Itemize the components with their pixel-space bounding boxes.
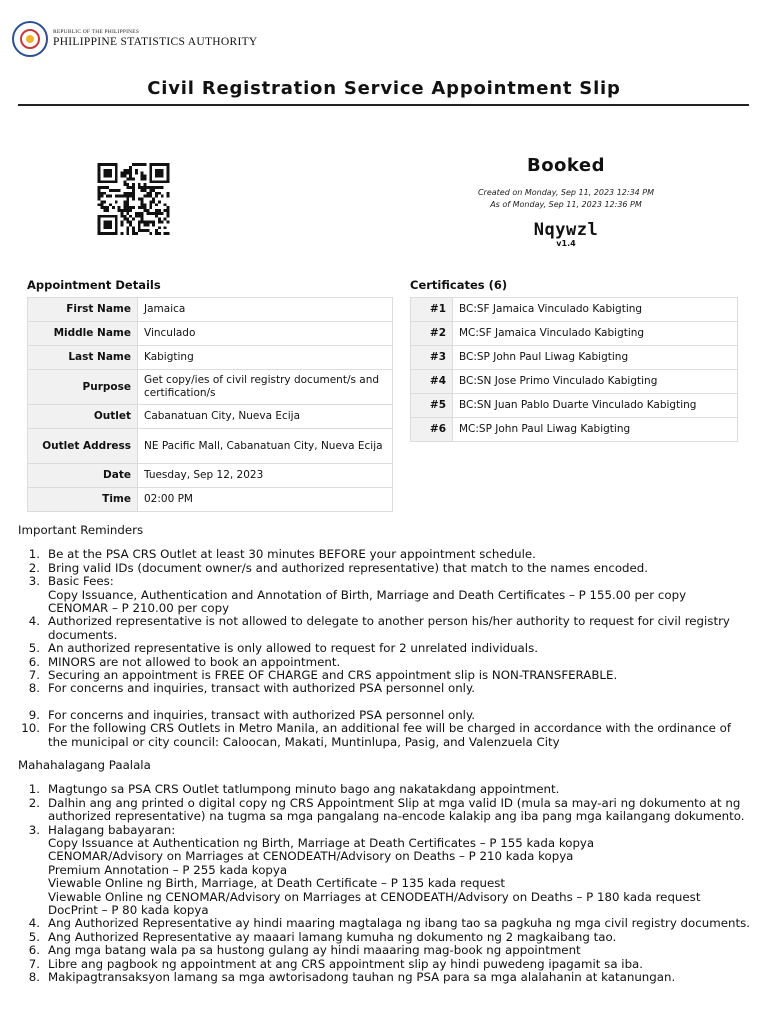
certificate-name: BC:SF Jamaica Vinculado Kabigting (453, 298, 738, 322)
certificate-number: #1 (411, 298, 453, 322)
list-item-number: 9. (28, 707, 40, 722)
psa-header (12, 14, 258, 64)
paalala-item (18, 971, 753, 984)
list-item-text: Bring valid IDs (document owner/s and authorized representative) that match to the names encoded. (48, 560, 649, 575)
list-item-number: 6. (28, 654, 40, 669)
reminder-item (18, 669, 753, 682)
list-item-subline: CENOMAR/Advisory on Marriages at CENODEATH/Advisory on Deaths – P 210 kada kopya (48, 849, 574, 864)
paalala-heading: Mahahalagang Paalala (18, 758, 151, 772)
detail-row (28, 346, 393, 370)
detail-value: Cabanatuan City, Nueva Ecija (138, 405, 393, 429)
paalala-item (18, 917, 753, 930)
list-item-number: 5. (28, 929, 40, 944)
list-item-text: An authorized representative is only allowed to request for 2 unrelated individuals. (48, 641, 538, 656)
list-item-text: Makipagtransaksyon lamang sa mga awtorisadong tauhan ng PSA para sa mga alalahanin at katanungan. (48, 970, 676, 985)
list-item-subline: Copy Issuance, Authentication and Annotation of Birth, Marriage and Death Certificates – P 155.00 per copy (48, 587, 687, 602)
list-item-text: Libre ang pagbook ng appointment at ang CRS appointment slip ay hindi puwedeng ipagamit sa iba. (48, 956, 644, 971)
certificate-number: #5 (411, 394, 453, 418)
reminders-list (18, 548, 753, 695)
list-item-number: 7. (28, 956, 40, 971)
list-item-text: For concerns and inquiries, transact with authorized PSA personnel only. (48, 681, 475, 696)
reference-code: Nqywzl (533, 220, 599, 240)
detail-value: Get copy/ies of civil registry document/s and certification/s (138, 370, 393, 405)
appointment-details-heading: Appointment Details (27, 278, 161, 292)
created-timestamp: Created on Monday, Sep 11, 2023 12:34 PM (477, 188, 655, 197)
list-item-number: 2. (28, 795, 40, 810)
detail-value: NE Pacific Mall, Cabanatuan City, Nueva Ecija (138, 429, 393, 464)
detail-row (28, 488, 393, 512)
certificates-table (410, 297, 738, 442)
list-item-text: Dalhin ang ang printed o digital copy ng CRS Appointment Slip at mga valid ID (mula sa may-ari ng dokumento at ng authorized representative) na tugma sa mga pangalang na-encode kalakip ang iba pang mga kailangang dokumento. (48, 795, 745, 824)
detail-label: Date (28, 464, 138, 488)
detail-label: Middle Name (28, 322, 138, 346)
detail-row (28, 429, 393, 464)
list-item-number: 8. (28, 970, 40, 985)
certificate-number: #3 (411, 346, 453, 370)
reminder-item (18, 575, 753, 615)
list-item-text: Basic Fees: (48, 574, 114, 589)
list-item-text: Ang Authorized Representative ay maaari lamang kumuha ng dokumento ng 2 magkaibang tao. (48, 929, 617, 944)
list-item-text: Authorized representative is not allowed to delegate to another person his/her authority to request for civil registry documents. (48, 614, 730, 642)
detail-row (28, 370, 393, 405)
paalala-item (18, 931, 753, 944)
list-item-text: For the following CRS Outlets in Metro Manila, an additional fee will be charged in accordance with the ordinance of the municipal or city council: Caloocan, Makati, Muntinlupa, Pasig, and Valenzuela City (48, 721, 732, 749)
list-item-number: 5. (28, 641, 40, 656)
detail-label: Outlet Address (28, 429, 138, 464)
detail-label: Purpose (28, 370, 138, 405)
list-item-subline: CENOMAR – P 210.00 per copy (48, 601, 230, 616)
important-reminders (18, 524, 753, 749)
list-item-number: 1. (28, 547, 40, 562)
list-item-number: 4. (28, 916, 40, 931)
certificate-row (411, 394, 738, 418)
list-item-text: Magtungo sa PSA CRS Outlet tatlumpong minuto bago ang nakatakdang appointment. (48, 782, 560, 797)
detail-label: First Name (28, 298, 138, 322)
detail-value: Jamaica (138, 298, 393, 322)
reminder-item (18, 709, 753, 722)
list-item-text: Ang mga batang wala pa sa hustong gulang ay hindi maaaring mag-book ng appointment (48, 943, 581, 958)
certificate-row (411, 322, 738, 346)
reminder-item (18, 682, 753, 695)
mahahalagang-paalala (18, 759, 753, 985)
certificate-row (411, 298, 738, 322)
certificate-row (411, 370, 738, 394)
title-divider (18, 104, 749, 106)
certificate-number: #2 (411, 322, 453, 346)
as-of-timestamp: As of Monday, Sep 11, 2023 12:36 PM (490, 200, 642, 209)
list-item-number: 2. (28, 560, 40, 575)
list-item-number: 7. (28, 668, 40, 683)
detail-row (28, 464, 393, 488)
booking-status: Booked (526, 155, 606, 176)
paalala-list (18, 783, 753, 984)
version-label: v1.4 (556, 239, 576, 248)
reminder-item (18, 642, 753, 655)
paalala-item (18, 797, 753, 824)
certificate-name: BC:SN Juan Pablo Duarte Vinculado Kabigting (453, 394, 738, 418)
detail-row (28, 298, 393, 322)
paalala-item (18, 783, 753, 796)
detail-label: Last Name (28, 346, 138, 370)
certificate-name: BC:SN Jose Primo Vinculado Kabigting (453, 370, 738, 394)
certificate-row (411, 418, 738, 442)
detail-label: Time (28, 488, 138, 512)
list-item-number: 3. (28, 574, 40, 589)
detail-row (28, 322, 393, 346)
list-item-text: MINORS are not allowed to book an appointment. (48, 654, 341, 669)
list-item-number: 1. (28, 782, 40, 797)
certificate-name: MC:SF Jamaica Vinculado Kabigting (453, 322, 738, 346)
paalala-item (18, 824, 753, 918)
detail-value: Tuesday, Sep 12, 2023 (138, 464, 393, 488)
list-item-text: Halagang babayaran: (48, 822, 176, 837)
list-item-number: 8. (28, 681, 40, 696)
list-item-text: For concerns and inquiries, transact with authorized PSA personnel only. (48, 707, 475, 722)
page-title: Civil Registration Service Appointment Slip (147, 78, 621, 99)
detail-value: Kabigting (138, 346, 393, 370)
paalala-item (18, 958, 753, 971)
certificate-name: MC:SP John Paul Liwag Kabigting (453, 418, 738, 442)
detail-label: Outlet (28, 405, 138, 429)
list-item-subline: Premium Annotation – P 255 kada kopya (48, 862, 288, 877)
detail-row (28, 405, 393, 429)
reminder-item (18, 615, 753, 642)
list-item-number: 10. (21, 721, 40, 736)
certificate-number: #6 (411, 418, 453, 442)
list-item-subline: Viewable Online ng CENOMAR/Advisory on Marriages at CENODEATH/Advisory on Deaths – P 180 kada request (48, 889, 701, 904)
list-item-number: 4. (28, 614, 40, 629)
reminder-item (18, 562, 753, 575)
appointment-details-table (27, 297, 393, 512)
list-item-subline: Viewable Online ng Birth, Marriage, at Death Certificate – P 135 kada request (48, 876, 505, 891)
list-item-number: 3. (28, 822, 40, 837)
qr-code (96, 163, 171, 235)
certificate-number: #4 (411, 370, 453, 394)
reminders-heading: Important Reminders (18, 523, 144, 537)
paalala-item (18, 944, 753, 957)
certificate-row (411, 346, 738, 370)
detail-value: 02:00 PM (138, 488, 393, 512)
certificates-heading: Certificates (6) (410, 278, 508, 292)
reminders-list-continued (18, 709, 753, 749)
list-item-subline: DocPrint – P 80 kada kopya (48, 903, 209, 918)
agency-name: PHILIPPINE STATISTICS AUTHORITY (53, 35, 258, 48)
republic-label: REPUBLIC OF THE PHILIPPINES (53, 29, 140, 36)
list-item-subline: Copy Issuance at Authentication ng Birth, Marriage at Death Certificates – P 155 kada kopya (48, 836, 595, 851)
list-item-number: 6. (28, 943, 40, 958)
psa-seal-logo (12, 21, 48, 57)
detail-value: Vinculado (138, 322, 393, 346)
list-item-text: Ang Authorized Representative ay hindi maaring magtalaga ng ibang tao sa pagkuha ng mga civil registry documents. (48, 916, 750, 931)
reminder-item (18, 548, 753, 561)
reminder-item (18, 656, 753, 669)
list-item-text: Securing an appointment is FREE OF CHARGE and CRS appointment slip is NON-TRANSFERABLE. (48, 668, 618, 683)
certificate-name: BC:SP John Paul Liwag Kabigting (453, 346, 738, 370)
reminder-item (18, 722, 753, 749)
list-item-text: Be at the PSA CRS Outlet at least 30 minutes BEFORE your appointment schedule. (48, 547, 536, 562)
agency-name-block (53, 30, 258, 48)
